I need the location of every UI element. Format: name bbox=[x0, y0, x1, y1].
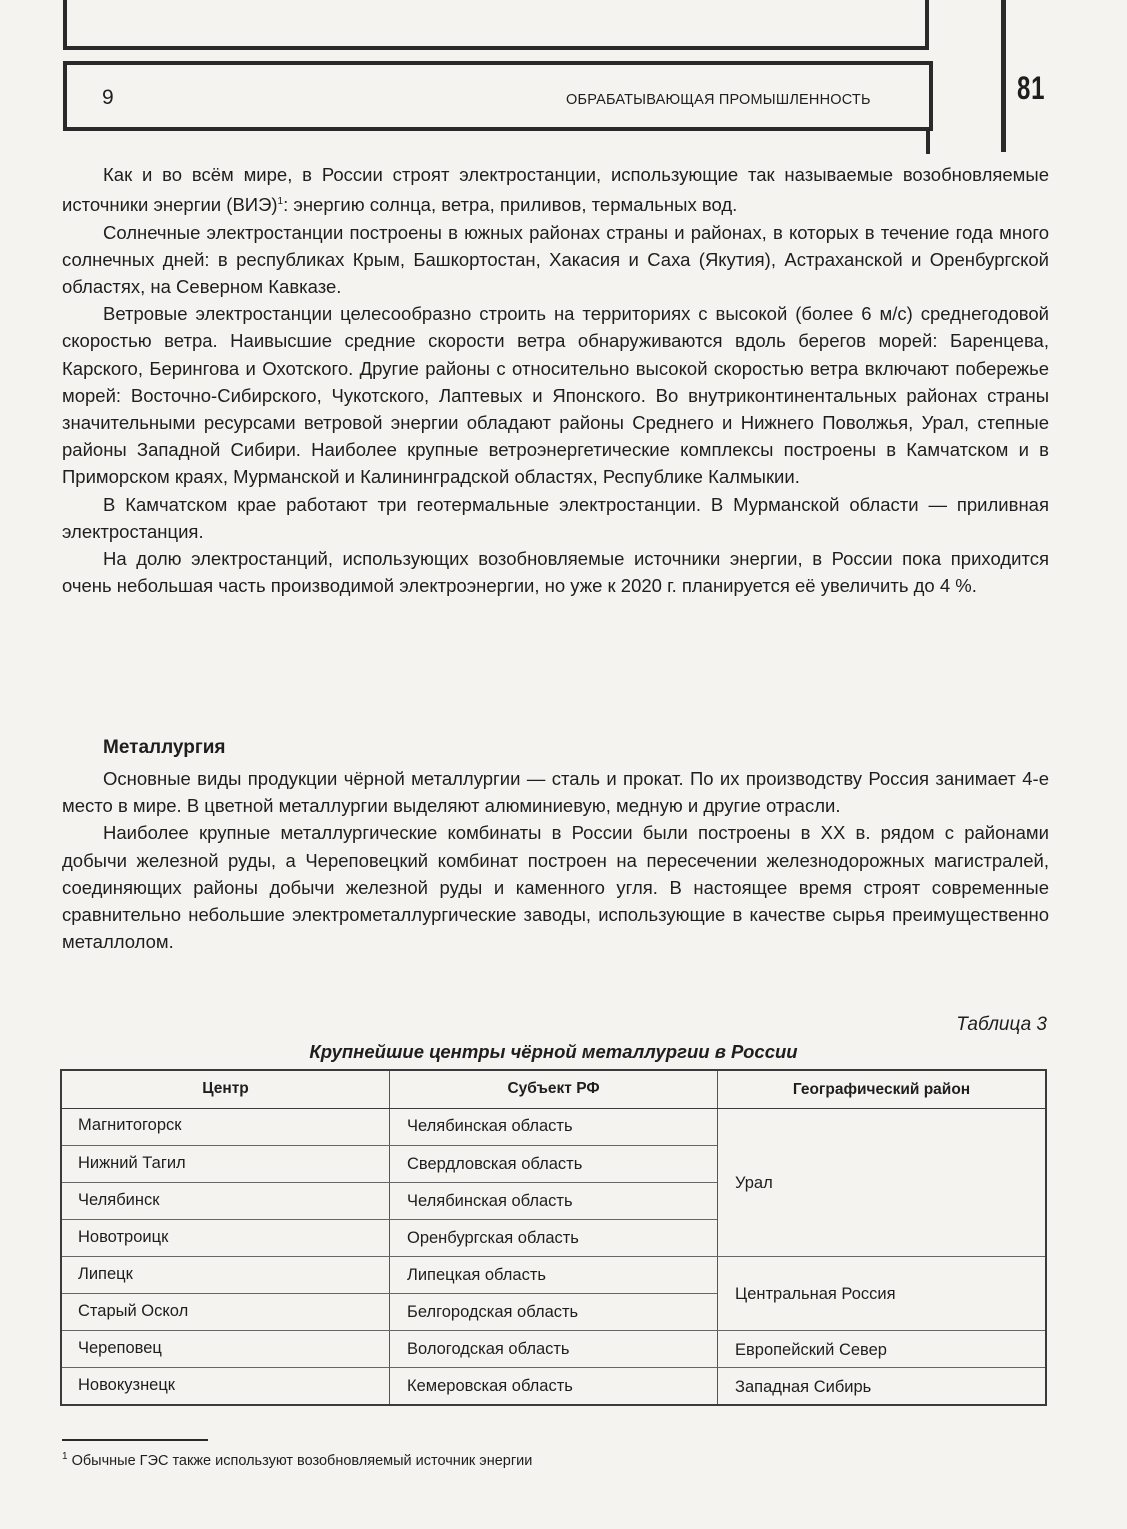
table-header-subject: Субъект РФ bbox=[507, 1080, 600, 1097]
table-header-center: Центр bbox=[202, 1080, 249, 1097]
footnote-mark: 1 bbox=[62, 1451, 68, 1462]
section-heading-metallurgy: Металлургия bbox=[103, 737, 226, 758]
running-title: ОБРАБАТЫВАЮЩАЯ ПРОМЫШЛЕННОСТЬ bbox=[566, 92, 871, 108]
footnote bbox=[62, 1451, 532, 1469]
footnote-reference: 1 bbox=[277, 196, 284, 208]
energy-section bbox=[62, 161, 1049, 599]
table-cell-subject: Белгородская область bbox=[407, 1303, 579, 1321]
table-cell-center: Магнитогорск bbox=[78, 1116, 182, 1134]
table-cell-subject: Вологодская область bbox=[407, 1340, 570, 1358]
header-frame-top bbox=[63, 0, 929, 50]
chapter-number: 9 bbox=[102, 86, 114, 109]
table-cell-region: Центральная Россия bbox=[735, 1285, 896, 1303]
table-cell-center: Нижний Тагил bbox=[78, 1154, 186, 1172]
metallurgy-table bbox=[60, 1069, 1047, 1406]
paragraph-wind: Ветровые электростанции целесообразно строить на территориях с высокой (более 6 м/с) среднегодовой скоростью ветра. Наивысшие средние скорости ветра обнаруживаются вдоль берегов морей: Баренцева, Карского, Берингова и Охотского. Другие районы с относительно высокой скоростью ветра включают побережье морей: Восточно-Сибирского, Чукотского, Лаптевых и Японского. Во внутриконтинентальных районах страны значительными ресурсами ветровой энергии обладают районы Среднего и Нижнего Поволжья, Урал, степные районы Западной Сибири. Наиболее крупные ветроэнергетические комплексы построены в Камчатском и в Приморском краях, Мурманской и Калининградской областях, Республике Калмыкии. bbox=[62, 303, 1049, 488]
table-cell-region: Европейский Север bbox=[735, 1341, 887, 1359]
table-title: Крупнейшие центры чёрной металлургии в России bbox=[309, 1041, 798, 1062]
table-cell-subject: Челябинская область bbox=[407, 1117, 573, 1135]
table-row-rule bbox=[62, 1182, 717, 1183]
table-cell-subject: Свердловская область bbox=[407, 1155, 583, 1173]
paragraph-renewables bbox=[62, 161, 1049, 219]
table-row-rule bbox=[62, 1145, 717, 1146]
table-column-divider bbox=[717, 1071, 718, 1404]
table-row-rule bbox=[62, 1293, 717, 1294]
paragraph-text: Как и во всём мире, в России строят электростанции, использующие так называемые возобновляемые источники энергии (ВИЭ) bbox=[62, 164, 1049, 216]
table-header-region: Географический район bbox=[792, 1081, 971, 1098]
paragraph-ferrous: Основные виды продукции чёрной металлургии — сталь и прокат. По их производству Россия занимает 4-е место в мире. В цветной металлургии выделяют алюминиевую, медную и другие отрасли. bbox=[62, 768, 1049, 817]
table-label: Таблица 3 bbox=[956, 1014, 1047, 1035]
page-number: 81 bbox=[1017, 70, 1046, 106]
paragraph-text: : энергию солнца, ветра, приливов, термальных вод. bbox=[283, 194, 738, 216]
table-cell-center: Челябинск bbox=[78, 1191, 160, 1209]
page-edge-bar bbox=[1001, 0, 1006, 152]
table-cell-center: Череповец bbox=[78, 1339, 162, 1357]
table-row-rule bbox=[62, 1367, 1045, 1368]
table-row-rule bbox=[62, 1219, 717, 1220]
footnote-text: Обычные ГЭС также используют возобновляемый источник энергии bbox=[67, 1452, 533, 1469]
table-cell-center: Старый Оскол bbox=[78, 1302, 189, 1320]
metallurgy-section bbox=[62, 765, 1049, 955]
header-frame-tick bbox=[926, 128, 930, 154]
table-cell-center: Новокузнецк bbox=[78, 1376, 176, 1394]
table-cell-region: Западная Сибирь bbox=[735, 1378, 872, 1396]
table-cell-subject: Челябинская область bbox=[407, 1192, 573, 1210]
table-header-rule bbox=[62, 1108, 1045, 1109]
table-column-divider bbox=[389, 1071, 390, 1404]
paragraph-solar: Солнечные электростанции построены в южных районах страны и районах, в которых в течение года много солнечных дней: в республиках Крым, Башкортостан, Хакасия и Саха (Якутия), Астраханской и Оренбургской областях, на Северном Кавказе. bbox=[62, 221, 1049, 297]
table-cell-center: Новотроицк bbox=[78, 1228, 169, 1246]
paragraph-plants: Наиболее крупные металлургические комбинаты в России были построены в XX в. рядом с районами добычи железной руды, а Череповецкий комбинат построен на пересечении железнодорожных магистралей, соединяющих районы добычи железной руды и каменного угля. В настоящее время строят современные сравнительно небольшие электрометаллургические заводы, использующие в качестве сырья преимущественно металлолом. bbox=[62, 822, 1049, 953]
table-row-rule bbox=[62, 1256, 1045, 1257]
table-cell-region: Урал bbox=[735, 1174, 773, 1192]
footnote-rule bbox=[62, 1439, 208, 1441]
table-cell-center: Липецк bbox=[78, 1265, 133, 1283]
table-row-rule bbox=[62, 1330, 1045, 1331]
paragraph-geothermal: В Камчатском крае работают три геотермальные электростанции. В Мурманской области — приливная электростанция. bbox=[62, 493, 1049, 542]
table-cell-subject: Оренбургская область bbox=[407, 1229, 579, 1247]
table-cell-subject: Липецкая область bbox=[407, 1266, 546, 1284]
paragraph-share: На долю электростанций, использующих возобновляемые источники энергии, в России пока приходится очень небольшая часть производимой электроэнергии, но уже к 2020 г. планируется её увеличить до 4 %. bbox=[62, 548, 1049, 597]
table-cell-subject: Кемеровская область bbox=[407, 1377, 573, 1395]
